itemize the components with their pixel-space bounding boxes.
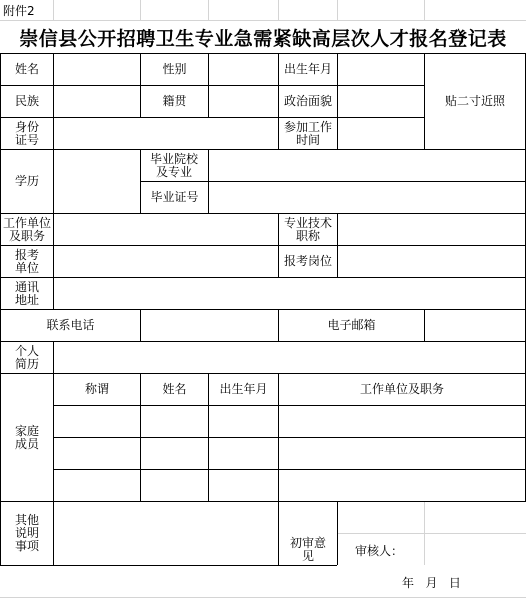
education-field[interactable] [54,150,140,213]
family-work-header: 工作单位及职务 [359,382,444,396]
native-place-label: 籍贯 [162,94,187,108]
gender-field[interactable] [209,54,278,85]
family-birth-cell[interactable] [209,470,278,501]
applied-post-label: 报考岗位 [283,254,332,268]
pro-tech-title-field[interactable] [338,214,525,245]
family-birth-header: 出生年月 [219,382,268,396]
family-relation-header: 称谓 [84,382,109,396]
family-name-cell[interactable] [141,406,208,437]
email-label: 电子邮箱 [327,318,376,332]
applied-unit-field[interactable] [54,246,278,277]
graduate-school-field[interactable] [209,150,525,181]
work-start-field[interactable] [338,118,424,149]
diploma-no-field[interactable] [209,182,525,213]
graduate-school-label: 毕业院校及专业 [149,151,198,179]
phone-label: 联系电话 [46,318,95,332]
preliminary-label: 初审意见 [290,535,327,563]
family-relation-cell[interactable] [54,438,140,469]
address-label: 通讯地址 [14,279,39,307]
form-title: 崇信县公开招聘卫生专业急需紧缺高层次人才报名登记表 [19,27,507,50]
birth-date-label: 出生年月 [283,62,332,76]
education-label: 学历 [14,174,39,188]
resume-label: 个人简历 [14,343,39,371]
family-birth-cell[interactable] [209,406,278,437]
other-notes-label: 其他说明事项 [14,513,39,553]
family-work-cell[interactable] [279,470,525,501]
family-label: 家庭成员 [14,423,39,451]
applied-unit-label: 报考单位 [14,247,39,275]
employer-title-label: 工作单位及职务 [2,215,51,243]
political-status-field[interactable] [338,86,424,117]
name-label: 姓名 [14,62,39,76]
birth-date-field[interactable] [338,54,424,85]
applied-post-field[interactable] [338,246,525,277]
family-work-cell[interactable] [279,406,525,437]
resume-field[interactable] [54,342,525,373]
employer-title-field[interactable] [54,214,278,245]
address-field[interactable] [54,278,525,309]
reviewer-label: 审核人： [355,544,404,558]
family-relation-cell[interactable] [54,470,140,501]
diploma-no-label: 毕业证号 [150,190,199,204]
family-name-cell[interactable] [141,438,208,469]
id-number-field[interactable] [54,118,278,149]
photo-placeholder[interactable]: 贴二寸近照 [444,94,505,108]
other-notes-field[interactable] [54,502,278,565]
email-field[interactable] [425,310,525,341]
gender-label: 性别 [162,62,187,76]
pro-tech-title-label: 专业技术职称 [283,215,332,243]
family-work-cell[interactable] [279,438,525,469]
work-start-label: 参加工作时间 [283,119,332,147]
date-label: 年 月 日 [402,576,461,590]
native-place-field[interactable] [209,86,278,117]
family-birth-cell[interactable] [209,438,278,469]
family-relation-cell[interactable] [54,406,140,437]
preliminary-field[interactable] [338,502,525,533]
ethnicity-label: 民族 [14,94,39,108]
annex-label: 附件2 [3,4,35,18]
family-name-cell[interactable] [141,470,208,501]
family-name-header: 姓名 [162,382,187,396]
id-number-label: 身份证号 [14,119,39,147]
ethnicity-field[interactable] [54,86,140,117]
name-field[interactable] [54,54,140,85]
phone-field[interactable] [141,310,278,341]
political-status-label: 政治面貌 [283,94,332,108]
